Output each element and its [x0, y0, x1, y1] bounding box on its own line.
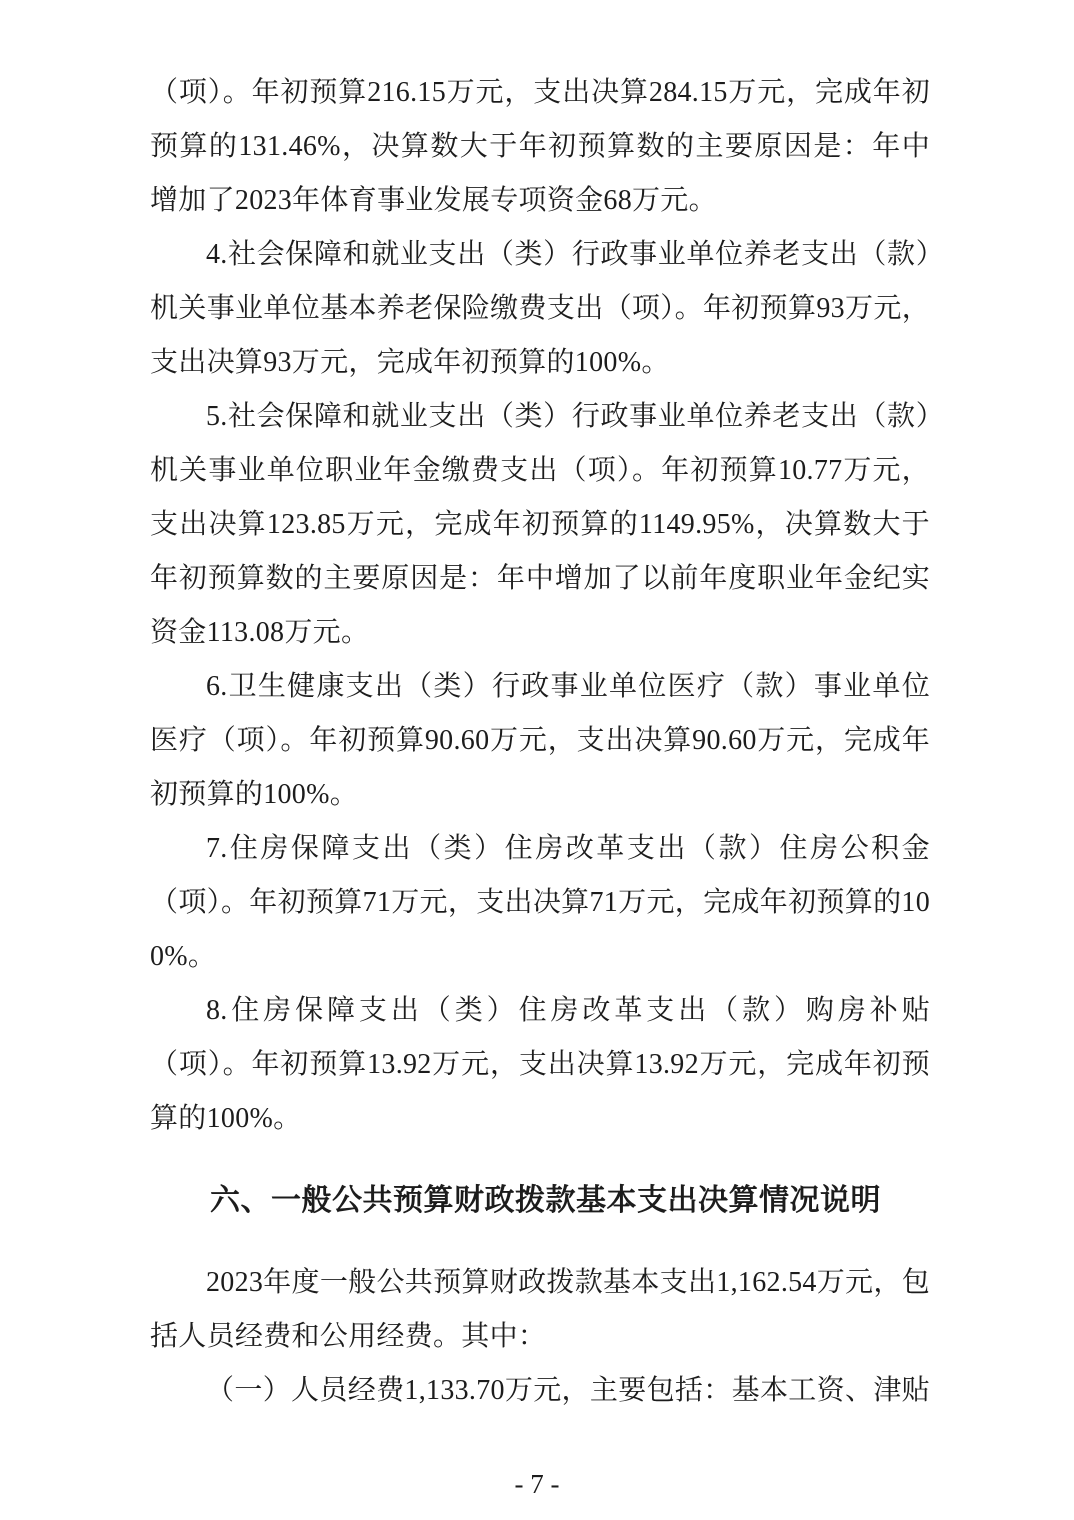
paragraph-item-6: 6.卫生健康支出（类）行政事业单位医疗（款）事业单位医疗（项）。年初预算90.60万元，支出决算90.60万元，完成年初预算的100%。	[150, 671, 930, 810]
section-heading-six: 六、一般公共预算财政拨款基本支出决算情况说明	[210, 1184, 881, 1217]
paragraph-basic-expenditure-total: 2023年度一般公共预算财政拨款基本支出1,162.54万元，包括人员经费和公用经费。其中：	[150, 1267, 930, 1352]
document-body	[150, 0, 930, 1418]
paragraph-item-5: 5.社会保障和就业支出（类）行政事业单位养老支出（款）机关事业单位职业年金缴费支出（项）。年初预算10.77万元，支出决算123.85万元，完成年初预算的1149.95%，决算数大于年初预算数的主要原因是：年中增加了以前年度职业年金纪实资金113.08万元。	[150, 401, 930, 648]
page-number: - 7 -	[514, 1469, 560, 1499]
paragraph-personnel-expense: （一）人员经费1,133.70万元，主要包括：基本工资、津贴	[206, 1375, 930, 1406]
paragraph-item-7: 7.住房保障支出（类）住房改革支出（款）住房公积金（项）。年初预算71万元，支出决算71万元，完成年初预算的100%。	[150, 833, 930, 972]
paragraph-item-8: 8.住房保障支出（类）住房改革支出（款）购房补贴（项）。年初预算13.92万元，支出决算13.92万元，完成年初预算的100%。	[150, 995, 930, 1134]
paragraph-continuation-item-3: （项）。年初预算216.15万元，支出决算284.15万元，完成年初预算的131.46%，决算数大于年初预算数的主要原因是：年中增加了2023年体育事业发展专项资金68万元。	[150, 77, 930, 216]
page-footer	[0, 1464, 1074, 1504]
paragraph-item-4: 4.社会保障和就业支出（类）行政事业单位养老支出（款）机关事业单位基本养老保险缴费支出（项）。年初预算93万元，支出决算93万元，完成年初预算的100%。	[150, 239, 930, 378]
